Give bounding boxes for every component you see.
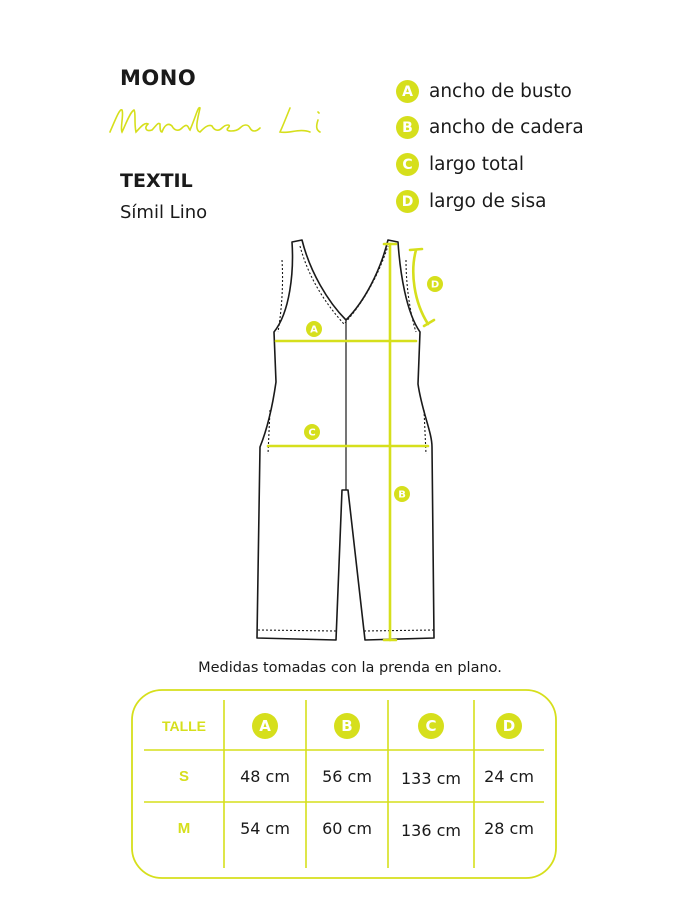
hem-left [258, 630, 336, 631]
neckline-trim [300, 246, 388, 324]
brand-logo [104, 98, 344, 146]
legend-badge: D [396, 190, 419, 213]
column-badge: A [252, 713, 278, 739]
column-badge: C [418, 713, 444, 739]
legend-label: ancho de busto [429, 81, 572, 102]
legend-item [396, 153, 524, 176]
legend-label: largo de sisa [429, 191, 547, 212]
column-badge: B [334, 713, 360, 739]
legend-badge: C [396, 153, 419, 176]
table-cell: 24 cm [484, 766, 534, 786]
diagram-marker: C [308, 427, 316, 439]
product-type: MONO [120, 66, 197, 90]
table-header-size: TALLE [161, 718, 207, 734]
table-cell: 136 cm [400, 820, 461, 840]
legend-badge: A [396, 80, 419, 103]
diagram-marker: B [398, 489, 406, 501]
legend-label: largo total [429, 154, 525, 175]
table-cell: 54 cm [240, 818, 290, 838]
table-cell: 133 cm [400, 768, 461, 788]
fabric-label: TEXTIL [120, 170, 193, 192]
table-header-cell [474, 702, 544, 750]
hem-right [364, 630, 434, 631]
size-table [130, 688, 558, 880]
size-label: S [178, 767, 189, 785]
measurement-note: Medidas tomadas con la prenda en plano. [198, 660, 502, 676]
column-badge: D [496, 713, 522, 739]
table-header-cell [224, 702, 306, 750]
fabric-value: Símil Lino [120, 202, 208, 223]
table-cell: 48 cm [240, 766, 290, 786]
armhole-length-line [413, 250, 428, 324]
legend-item [396, 80, 572, 103]
size-label: M [177, 819, 191, 837]
table-cell: 60 cm [322, 818, 372, 838]
diagram-marker: A [310, 324, 318, 336]
table-cell: 28 cm [484, 818, 534, 838]
legend-label: ancho de cadera [429, 117, 584, 138]
diagram-marker: D [430, 279, 440, 291]
legend-badge: B [396, 116, 419, 139]
jumpsuit-diagram [250, 232, 450, 652]
table-cell: 56 cm [322, 766, 372, 786]
table-header-cell [388, 702, 474, 750]
legend-item [396, 190, 546, 213]
table-header-cell [306, 702, 388, 750]
legend-item [396, 116, 584, 139]
